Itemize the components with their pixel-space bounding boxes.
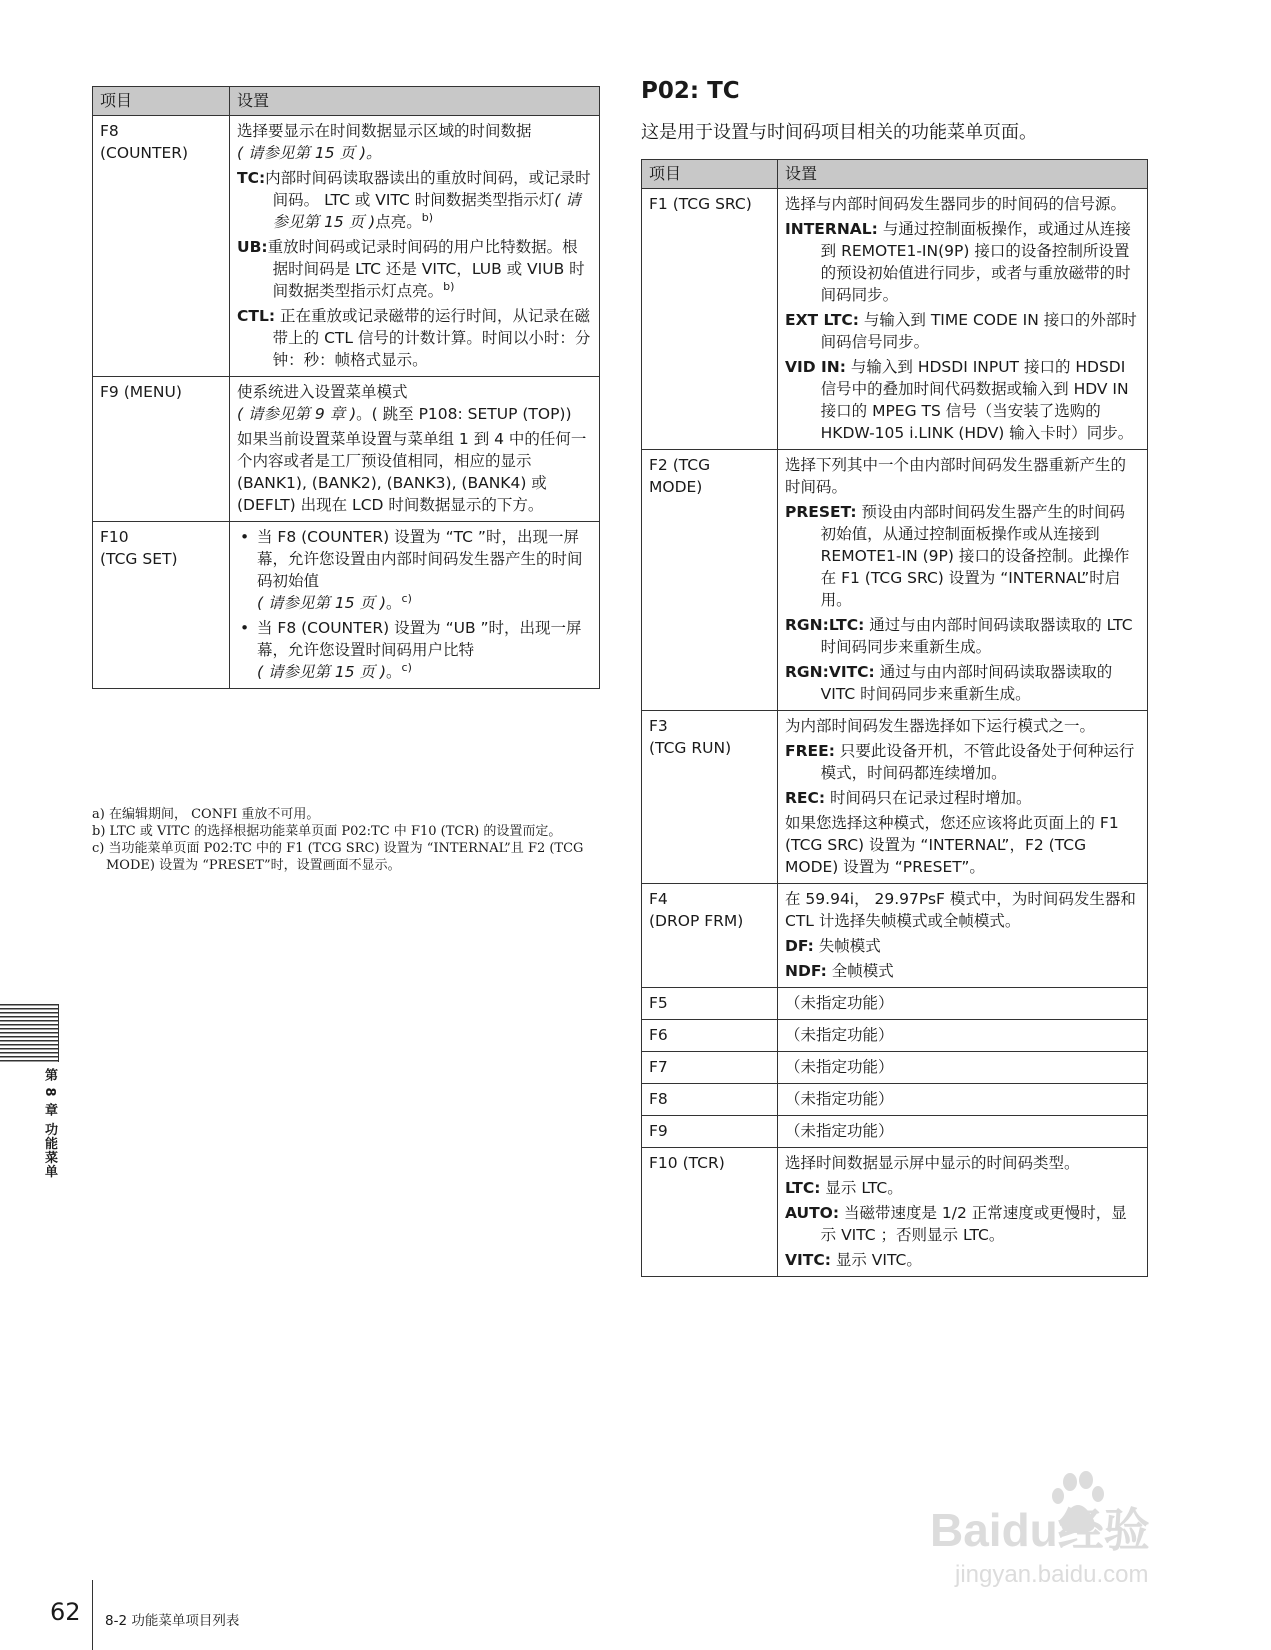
ndf-label: NDF: [785, 962, 827, 980]
chapter-tab-divider [58, 1004, 59, 1062]
rec-label: REC: [785, 789, 826, 807]
item-f6: F6 [642, 1020, 778, 1052]
table-row-f3 [642, 711, 1148, 884]
auto-label: AUTO: [785, 1204, 840, 1222]
item-f10: F10 (TCR) [642, 1148, 778, 1277]
ub-footnote-mark: b) [443, 279, 455, 293]
table-row-f9 [93, 377, 600, 522]
ctl-text: 正在重放或记录磁带的运行时间，从记录在磁带上的 CTL 信号的计数计算。时间以小时：分钟：秒：帧格式显示。 [272, 307, 591, 369]
section-intro: 这是用于设置与时间码项目相关的功能菜单页面。 [641, 122, 1037, 143]
f10-desc: 选择时间数据显示屏中显示的时间码类型。 [785, 1154, 1080, 1172]
footnote-b: b) LTC 或 VITC 的选择根据功能菜单页面 P02:TC 中 F10 (TCR) 的设置而定。 [92, 824, 562, 839]
f9-para: 如果当前设置菜单设置与菜单组 1 到 4 中的任何一个内容或者是工厂预设值相同，相应的显示 (BANK1), (BANK2), (BANK3), (BANK4) 或 (DEFLT) 出现在 LCD 时间数据显示的下方。 [237, 430, 587, 514]
internal-label: INTERNAL: [785, 220, 878, 238]
setting-f3 [778, 711, 1148, 884]
table-row-f8 [642, 1084, 1148, 1116]
f9-ref: ( 请参见第 9 章 ) [237, 405, 357, 423]
rgnvitc-label: RGN:VITC: [785, 663, 875, 681]
table-row-f6 [642, 1020, 1148, 1052]
right-settings-table [641, 159, 1148, 1277]
f3-desc: 为内部时间码发生器选择如下运行模式之一。 [785, 717, 1096, 735]
header-item: 项目 [642, 160, 778, 189]
f10-b1-text: 当 F8 (COUNTER) 设置为 “TC ”时，出现一屏幕，允许您设置由内部时间码发生器产生的时间码初始值 [257, 528, 583, 590]
setting-f10 [778, 1148, 1148, 1277]
vitc-label: VITC: [785, 1251, 831, 1269]
chapter-label: 第 8 章 功能菜单 [42, 1068, 57, 1179]
item-f4: F4 (DROP FRM) [642, 884, 778, 988]
setting-f9: （未指定功能） [778, 1116, 1148, 1148]
table-row-f4 [642, 884, 1148, 988]
ub-text: 重放时间码或记录时间码的用户比特数据。根据时间码是 LTC 还是 VITC，LUB 或 VIUB 时间数据类型指示灯点亮。 [267, 238, 585, 300]
f9-line1: 使系统进入设置菜单模式 [237, 383, 408, 401]
item-f3: F3 (TCG RUN) [642, 711, 778, 884]
ltc-label: LTC: [785, 1179, 821, 1197]
table-header-row [93, 87, 600, 116]
table-row-f5 [642, 988, 1148, 1020]
setting-f1 [778, 189, 1148, 450]
item-f2: F2 (TCG MODE) [642, 450, 778, 711]
ndf-text: 全帧模式 [831, 962, 894, 980]
rgnltc-label: RGN:LTC: [785, 616, 865, 634]
tc-footnote-mark: b) [421, 210, 433, 224]
watermark-brand: Baidu经验 [930, 1504, 1150, 1556]
tc-end: 点亮。 [375, 213, 422, 231]
free-label: FREE: [785, 742, 835, 760]
setting-f6: （未指定功能） [778, 1020, 1148, 1052]
setting-f7: （未指定功能） [778, 1052, 1148, 1084]
setting-f2 [778, 450, 1148, 711]
table-row-f9 [642, 1116, 1148, 1148]
rec-text: 时间码只在记录过程时增加。 [830, 789, 1032, 807]
watermark-url: jingyan.baidu.com [955, 1561, 1149, 1588]
item-f7: F7 [642, 1052, 778, 1084]
item-f1: F1 (TCG SRC) [642, 189, 778, 450]
baidu-watermark-logo [900, 1470, 1230, 1590]
auto-text: 当磁带速度是 1/2 正常速度或更慢时，显示 VITC ；否则显示 LTC。 [820, 1204, 1127, 1244]
chapter-tab-stripes [0, 1004, 58, 1062]
f10-b2-ref: ( 请参见第 15 页 ) [257, 663, 387, 681]
setting-f8 [230, 116, 600, 377]
footer-section-title: 8-2 功能菜单项目列表 [105, 1613, 240, 1629]
f10-b2-footnote-mark: c) [401, 660, 412, 674]
f10-b1-ref: ( 请参见第 15 页 ) [257, 594, 387, 612]
f10-b1-end: 。 [386, 594, 402, 612]
setting-f9 [230, 377, 600, 522]
tc-label: TC: [237, 169, 266, 187]
table-row-f2 [642, 450, 1148, 711]
df-text: 失帧模式 [818, 937, 881, 955]
header-setting: 设置 [230, 87, 600, 116]
setting-f4 [778, 884, 1148, 988]
f3-para: 如果您选择这种模式，您还应该将此页面上的 F1 (TCG SRC) 设置为 “INTERNAL”，F2 (TCG MODE) 设置为 “PRESET”。 [785, 814, 1119, 876]
item-f8: F8 (COUNTER) [93, 116, 230, 377]
table-row-f1 [642, 189, 1148, 450]
header-item: 项目 [93, 87, 230, 116]
footer-divider [92, 1580, 93, 1650]
f10-b1-footnote-mark: c) [401, 591, 412, 605]
vidin-text: 与输入到 HDSDI INPUT 接口的 HDSDI 信号中的叠加时间代码数据或输入到 HDV IN 接口的 MPEG TS 信号（当安装了选购的 HKDW-105 i.LINK (HDV) 输入卡时）同步。 [820, 358, 1134, 442]
vitc-text: 显示 VITC。 [835, 1251, 922, 1269]
item-f5: F5 [642, 988, 778, 1020]
preset-text: 预设由内部时间码发生器产生的时间码初始值，从通过控制面板操作或从连接到 REMOTE1-IN (9P) 接口的设备控制。此操作在 F1 (TCG SRC) 设置为 “INTERNAL”时启用。 [820, 503, 1130, 609]
f9-jump: 。( 跳至 P108: SETUP (TOP)) [356, 405, 572, 423]
footnote-a: a) 在编辑期间， CONFI 重放不可用。 [92, 807, 320, 822]
item-f8: F8 [642, 1084, 778, 1116]
extltc-text: 与输入到 TIME CODE IN 接口的外部时间码信号同步。 [820, 311, 1137, 351]
rgnltc-text: 通过与由内部时间码读取器读取的 LTC 时间码同步来重新生成。 [820, 616, 1133, 656]
internal-text: 与通过控制面板操作，或通过从连接到 REMOTE1-IN(9P) 接口的设备控制所设置的预设初始值进行同步，或者与重放磁带的时间码同步。 [820, 220, 1131, 304]
table-row-f7 [642, 1052, 1148, 1084]
setting-f10 [230, 522, 600, 689]
setting-f8: （未指定功能） [778, 1084, 1148, 1116]
f8-ref: ( 请参见第 15 页 )。 [237, 144, 382, 162]
f10-b2-end: 。 [386, 663, 402, 681]
footnote-c: c) 当功能菜单页面 P02:TC 中的 F1 (TCG SRC) 设置为 “INTERNAL”且 F2 (TCG MODE) 设置为 “PRESET”时，设置画面不显示。 [92, 841, 584, 873]
ltc-text: 显示 LTC。 [825, 1179, 903, 1197]
table-row-f10 [642, 1148, 1148, 1277]
table-row-f8 [93, 116, 600, 377]
rgnvitc-text: 通过与由内部时间码读取器读取的 VITC 时间码同步来重新生成。 [820, 663, 1113, 703]
free-text: 只要此设备开机，不管此设备处于何种运行模式，时间码都连续增加。 [820, 742, 1135, 782]
item-f10: F10 (TCG SET) [93, 522, 230, 689]
header-setting: 设置 [778, 160, 1148, 189]
extltc-label: EXT LTC: [785, 311, 859, 329]
ctl-label: CTL: [237, 307, 276, 325]
left-settings-table [92, 86, 600, 689]
f10-bullet-tc [237, 526, 592, 614]
item-f9: F9 [642, 1116, 778, 1148]
item-f9: F9 (MENU) [93, 377, 230, 522]
f2-desc: 选择下列其中一个由内部时间码发生器重新产生的时间码。 [785, 456, 1127, 496]
tc-text: 内部时间码读取器读出的重放时间码，或记录时间码。 LTC 或 VITC 时间数据类型指示灯 [265, 169, 591, 209]
f4-desc: 在 59.94i， 29.97PsF 模式中，为时间码发生器和 CTL 计选择失帧模式或全帧模式。 [785, 890, 1136, 930]
page-number: 62 [50, 1598, 81, 1626]
df-label: DF: [785, 937, 814, 955]
setting-f5: （未指定功能） [778, 988, 1148, 1020]
tc-ref: ( 请参见第 15 页 ) [272, 191, 581, 231]
table-header-row [642, 160, 1148, 189]
f10-b2-text: 当 F8 (COUNTER) 设置为 “UB ”时，出现一屏幕，允许您设置时间码用户比特 [257, 619, 582, 659]
footnotes [92, 806, 607, 874]
table-row-f10 [93, 522, 600, 689]
f10-bullet-ub [237, 617, 592, 683]
f1-desc: 选择与内部时间码发生器同步的时间码的信号源。 [785, 195, 1127, 213]
preset-label: PRESET: [785, 503, 857, 521]
vidin-label: VID IN: [785, 358, 846, 376]
section-heading: P02: TC [641, 78, 740, 104]
f8-desc: 选择要显示在时间数据显示区域的时间数据 [237, 122, 532, 140]
ub-label: UB: [237, 238, 268, 256]
